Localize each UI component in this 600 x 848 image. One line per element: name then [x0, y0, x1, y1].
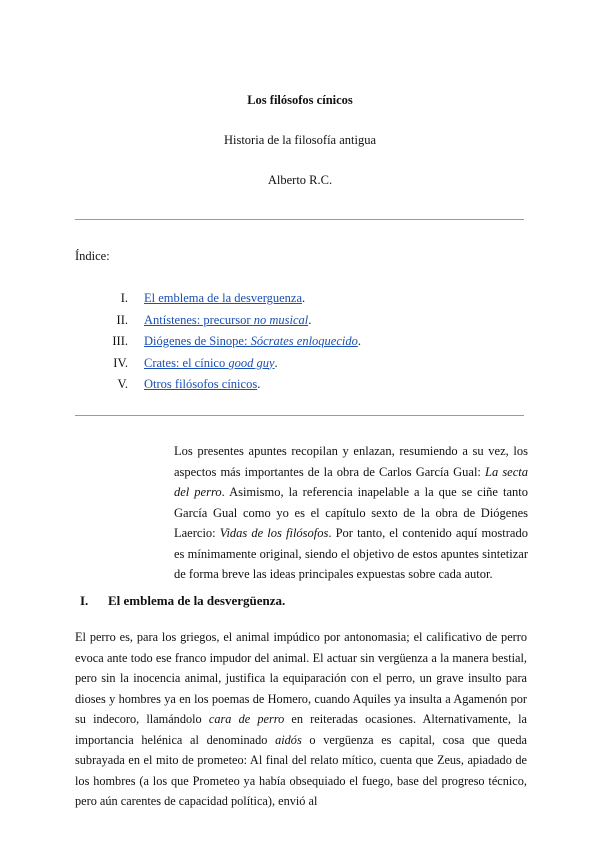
toc-link-emblema[interactable]	[144, 291, 302, 305]
toc-item-number: I.	[120, 291, 128, 305]
body-text: en reiteradas ocasiones. Alternativamente, la importancia helénica al denominado	[75, 712, 527, 747]
abstract-book-title: La secta del perro	[174, 464, 528, 499]
toc-item: V. Otros filósofos cínicos.	[100, 374, 361, 396]
toc-link-text-italic: Sócrates enloquecido	[250, 334, 358, 348]
toc-item: III. Diógenes de Sinope: Sócrates enloquecido.	[100, 331, 361, 353]
table-of-contents	[100, 288, 361, 396]
body-text: o vergüenza es capital, cosa que queda subrayada en el mito de prometeo: Al final del relato mítico, cuenta que Zeus, apiadado de los hombres (a los que Prometeo ya había obsequiado el fuego, base del progreso técnico, pero aún carentes de capacidad política), envió al	[75, 732, 527, 808]
section-body	[75, 627, 527, 812]
toc-item-number: II.	[116, 312, 128, 327]
abstract-text: Los presentes apuntes recopilan y enlazan, resumiendo a su vez, los aspectos más importantes de la obra de Carlos García Gual:	[174, 444, 528, 479]
body-text-italic: aidós	[275, 732, 302, 747]
document-author: Alberto R.C.	[267, 173, 333, 187]
toc-item-number: V.	[117, 377, 128, 391]
abstract-book-title: Vidas de los filósofos	[219, 526, 329, 540]
abstract-text: . Por tanto, el contenido aquí mostrado es mínimamente original, siendo el objetivo de estos apuntes sintetizar de forma breve las ideas principales expuestas sobre cada autor.	[174, 526, 528, 581]
toc-link-diogenes[interactable]	[144, 334, 358, 348]
toc-link-text: Diógenes de Sinope:	[144, 334, 251, 348]
toc-item: II. Antístenes: precursor no musical.	[100, 310, 361, 332]
section-heading	[80, 593, 285, 609]
abstract-paragraph	[174, 441, 528, 585]
document-subtitle: Historia de la filosofía antigua	[223, 133, 377, 147]
toc-item: I. El emblema de la desverguenza.	[100, 288, 361, 310]
horizontal-divider	[75, 219, 524, 220]
toc-link-text-italic: good guy	[228, 355, 275, 370]
toc-link-text: Crates: el cínico	[144, 355, 229, 370]
body-text: El perro es, para los griegos, el animal impúdico por antonomasia; el calificativo de perro evoca ante todo ese franco impudor del animal. El actuar sin vergüenza a la manera bestial, pero sin la inocencia animal, justifica la equiparación con el perro, un grave insulto para dioses y hombres ya en los poemas de Homero, cuando Aquiles ya insulta a Agamenón por su indecoro, llamándolo	[75, 630, 527, 726]
index-heading: Índice:	[75, 249, 110, 263]
toc-link-text: El emblema de la desverguenza	[144, 291, 303, 305]
toc-link-otros[interactable]	[144, 377, 257, 391]
toc-item-number: III.	[112, 334, 128, 348]
section-title: El emblema de la desvergüenza.	[108, 593, 286, 608]
body-text-italic: cara de perro	[208, 712, 285, 726]
horizontal-divider	[75, 415, 524, 416]
document-title: Los filósofos cínicos	[247, 93, 353, 107]
toc-link-text-italic: no musical	[253, 312, 309, 327]
toc-item: IV. Crates: el cínico good guy.	[100, 353, 361, 375]
toc-link-text: Otros filósofos cínicos	[144, 377, 258, 391]
abstract-text: . Asimismo, la referencia inapelable a la que se ciñe tanto García Gual como yo es el capítulo sexto de la obra de Diógenes Laercio:	[174, 485, 528, 540]
toc-link-antistenes[interactable]	[144, 313, 308, 327]
section-number: I.	[80, 593, 89, 608]
toc-item-number: IV.	[113, 355, 128, 370]
toc-link-text: Antístenes: precursor	[144, 312, 254, 327]
toc-link-crates[interactable]	[144, 356, 275, 370]
